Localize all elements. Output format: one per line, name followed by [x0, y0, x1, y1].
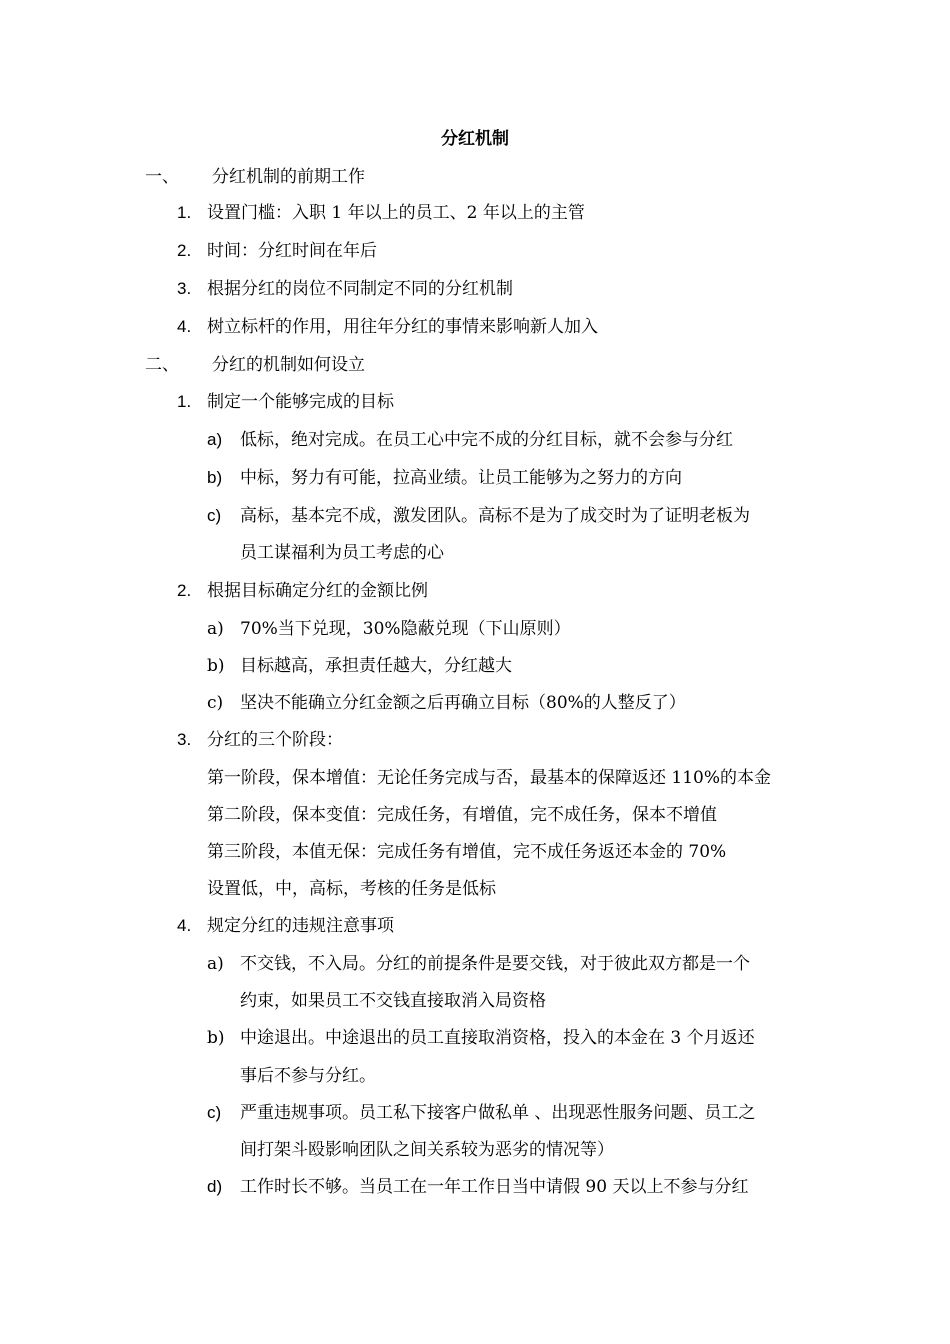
sub-item-text: 高标，基本完不成，激发团队。高标不是为了成交时为了证明老板为	[240, 506, 750, 526]
list-item-number: 2.	[177, 241, 192, 260]
section-1-marker: 一、	[145, 167, 179, 187]
stage-line: 第二阶段，保本变值：完成任务，有增值，完不成任务，保本不增值	[207, 805, 717, 825]
sub-item-text: 70%当下兑现，30%隐蔽兑现（下山原则）	[240, 619, 571, 639]
stage-line: 第三阶段，本值无保：完成任务有增值，完不成任务返还本金的 70%	[207, 842, 727, 862]
sub-item-text-continued: 约束，如果员工不交钱直接取消入局资格	[240, 991, 546, 1011]
sub-item-label: d)	[207, 1177, 223, 1196]
sub-item-text: 中标，努力有可能，拉高业绩。让员工能够为之努力的方向	[240, 468, 682, 488]
stage-line: 第一阶段，保本增值：无论任务完成与否，最基本的保障返还 110%的本金	[207, 768, 772, 788]
list-item-number: 4.	[177, 317, 192, 336]
section-2-heading: 分红的机制如何设立	[212, 355, 365, 375]
list-item-text: 分红的三个阶段：	[207, 730, 343, 750]
list-item-text: 树立标杆的作用，用往年分红的事情来影响新人加入	[207, 317, 598, 337]
list-item-number: 3.	[177, 279, 192, 298]
list-item-number: 2.	[177, 581, 192, 600]
list-item-text: 根据目标确定分红的金额比例	[207, 581, 428, 601]
list-item-number: 1.	[177, 203, 192, 222]
sub-item-label: a)	[207, 430, 223, 449]
stage-line: 设置低，中，高标，考核的任务是低标	[207, 879, 496, 899]
sub-item-text: 低标，绝对完成。在员工心中完不成的分红目标，就不会参与分红	[240, 430, 733, 450]
sub-item-label: b)	[207, 656, 225, 676]
list-item-text: 根据分红的岗位不同制定不同的分红机制	[207, 279, 513, 299]
sub-item-text: 不交钱，不入局。分红的前提条件是要交钱，对于彼此双方都是一个	[240, 954, 750, 974]
sub-item-label: b)	[207, 1028, 225, 1048]
sub-item-text: 坚决不能确立分红金额之后再确立目标（80%的人整反了）	[240, 693, 686, 713]
sub-item-text-continued: 员工谋福利为员工考虑的心	[240, 543, 444, 563]
list-item-text: 设置门槛：入职 1 年以上的员工、2 年以上的主管	[207, 203, 585, 223]
list-item-text: 制定一个能够完成的目标	[207, 392, 394, 412]
list-item-number: 3.	[177, 730, 192, 749]
section-1-heading: 分红机制的前期工作	[212, 167, 365, 187]
sub-item-label: c)	[207, 1103, 222, 1122]
sub-item-text: 目标越高，承担责任越大，分红越大	[240, 656, 512, 676]
sub-item-text: 中途退出。中途退出的员工直接取消资格，投入的本金在 3 个月返还	[240, 1028, 755, 1048]
sub-item-label: b)	[207, 468, 223, 487]
sub-item-label: c)	[207, 693, 224, 713]
document-title: 分红机制	[441, 129, 509, 149]
list-item-number: 4.	[177, 916, 192, 935]
list-item-text: 规定分红的违规注意事项	[207, 916, 394, 936]
section-2-marker: 二、	[145, 355, 179, 375]
list-item-text: 时间：分红时间在年后	[207, 241, 377, 261]
sub-item-text-continued: 事后不参与分红。	[240, 1066, 376, 1086]
sub-item-text-continued: 间打架斗殴影响团队之间关系较为恶劣的情况等）	[240, 1140, 614, 1160]
list-item-number: 1.	[177, 392, 192, 411]
sub-item-text: 严重违规事项。员工私下接客户做私单 、出现恶性服务问题、员工之	[240, 1103, 756, 1123]
sub-item-label: c)	[207, 506, 222, 525]
sub-item-text: 工作时长不够。当员工在一年工作日当中请假 90 天以上不参与分红	[240, 1177, 749, 1197]
sub-item-label: a)	[207, 954, 224, 974]
sub-item-label: a)	[207, 619, 224, 639]
